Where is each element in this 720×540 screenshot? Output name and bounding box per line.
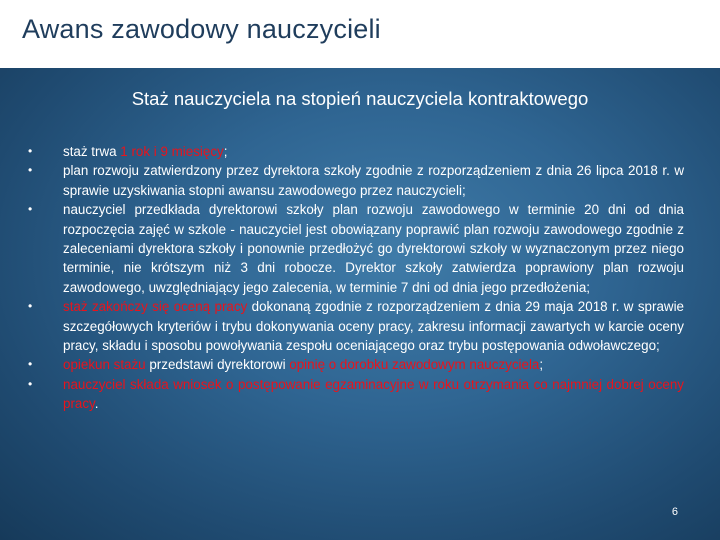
bullet-text: dokonaną zgodnie z rozporządzeniem z dnia 29 maja 2018 r. w sprawie szczegółowych kryteriów i trybu dokonywania oceny pracy, zakresu informacji zawartych w karcie oceny pracy, składu i sposobu powoływania zespołu oceniającego oraz trybu postępowania odwoławczego; bbox=[63, 299, 684, 354]
bullet-item-evaluation bbox=[28, 297, 684, 355]
bullet-text: staż trwa bbox=[63, 144, 121, 159]
bullet-highlight: opinię o dorobku zawodowym nauczyciela bbox=[289, 357, 540, 373]
bullet-highlight: 1 rok i 9 miesięcy bbox=[120, 144, 224, 159]
bullet-marker: • bbox=[28, 202, 33, 217]
bullet-item-exam-request bbox=[28, 375, 684, 414]
slide-content bbox=[0, 68, 720, 540]
bullet-text: ; bbox=[539, 357, 544, 373]
title-bar bbox=[0, 0, 720, 68]
bullet-list bbox=[28, 142, 684, 414]
bullet-marker: • bbox=[28, 144, 33, 158]
bullet-marker: • bbox=[28, 299, 33, 314]
page-number: 6 bbox=[671, 506, 678, 518]
bullet-text: . bbox=[94, 396, 99, 412]
bullet-text: przedstawi dyrektorowi bbox=[145, 357, 290, 373]
bullet-marker: • bbox=[28, 376, 33, 391]
bullet-text: ; bbox=[223, 144, 228, 159]
bullet-highlight: nauczyciel składa wniosek o postępowanie egzaminacyjne w roku otrzymania co najmniej dobrej oceny pracy bbox=[63, 376, 684, 412]
slide-subtitle: Staż nauczyciela na stopień nauczyciela kontraktowego bbox=[131, 88, 589, 109]
bullet-highlight: opiekun stażu bbox=[63, 357, 146, 373]
bullet-item-submission bbox=[28, 200, 684, 297]
bullet-highlight: staż zakończy się oceną pracy bbox=[63, 299, 248, 315]
page-title: Awans zawodowy nauczycieli bbox=[22, 14, 381, 44]
bullet-text: plan rozwoju zatwierdzony przez dyrektora szkoły zgodnie z rozporządzeniem z dnia 26 lipca 2018 r. w sprawie uzyskiwania stopni awansu zawodowego przez nauczycieli; bbox=[63, 163, 684, 198]
bullet-item-plan bbox=[28, 161, 684, 200]
bullet-marker: • bbox=[28, 163, 33, 178]
bullet-marker: • bbox=[28, 357, 33, 372]
bullet-text: nauczyciel przedkłada dyrektorowi szkoły plan rozwoju zawodowego w terminie 20 dni od dnia rozpoczęcia zajęć w szkole - nauczyciel jest obowiązany poprawić plan rozwoju zawodowego zgodnie z zaleceniami dyrektora szkoły i ponownie przedłożyć go dyrektorowi szkoły w wyznaczonym przez niego terminie, nie krótszym niż 3 dni robocze. Dyrektor szkoły zatwierdza poprawiony plan rozwoju zawodowego, uwzględniający jego zalecenia, w terminie 7 dni od dnia jego przedłożenia; bbox=[63, 202, 684, 295]
bullet-item-duration bbox=[28, 142, 684, 161]
bullet-item-mentor-opinion bbox=[28, 355, 684, 374]
